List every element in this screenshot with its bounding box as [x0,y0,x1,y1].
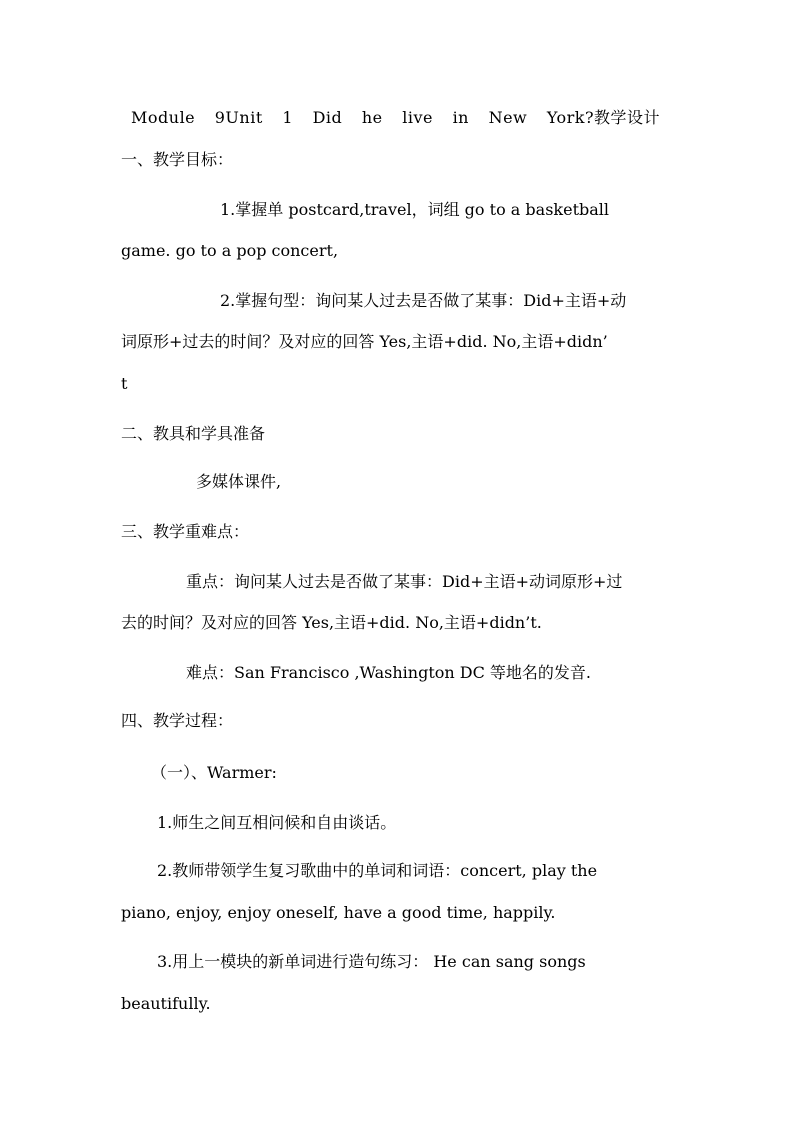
tools-item: 多媒体课件, [196,472,282,491]
goal-2-line-3: t [121,374,128,393]
document-title: Module 9Unit 1 Did he live in New York?教学设计 [131,108,661,127]
goal-1-line-1: 1.掌握单 postcard,travel，词组 go to a basketball [220,200,610,219]
goal-2-line-2: 词原形+过去的时间？及对应的回答 Yes,主语+did. No,主语+didn’ [121,332,608,351]
key-point-line-1: 重点：询问某人过去是否做了某事：Did+主语+动词原形+过 [186,572,623,591]
goal-2-line-1: 2.掌握句型：询问某人过去是否做了某事：Did+主语+动 [220,291,627,310]
goal-1-line-2: game. go to a pop concert, [121,241,339,260]
section-heading-key-points: 三、教学重难点： [121,522,250,541]
section-heading-tools: 二、教具和学具准备 [121,424,266,443]
warmer-heading: （一）、Warmer: [151,763,277,782]
key-point-line-2: 去的时间？及对应的回答 Yes,主语+did. No,主语+didn’t. [121,613,542,632]
step-3-line-2: beautifully. [121,994,211,1013]
difficult-point: 难点：San Francisco ,Washington DC 等地名的发音. [186,663,592,682]
step-3-line-1: 3.用上一模块的新单词进行造句练习： He can sang songs [157,952,586,971]
step-1: 1.师生之间互相问候和自由谈话。 [157,813,397,832]
step-2-line-2: piano, enjoy, enjoy oneself, have a good time, happily. [121,903,556,922]
step-2-line-1: 2.教师带领学生复习歌曲中的单词和词语：concert, play the [157,861,598,880]
section-heading-goals: 一、教学目标： [121,150,234,169]
section-heading-process: 四、教学过程： [121,711,234,730]
